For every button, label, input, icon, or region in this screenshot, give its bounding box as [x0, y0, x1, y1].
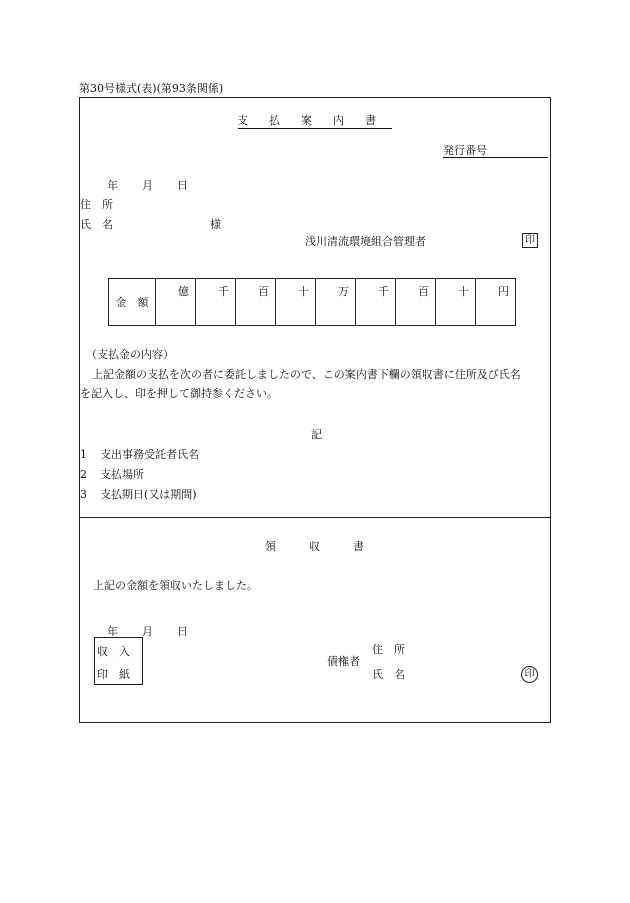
notice-title-char: 書 — [365, 114, 376, 127]
notice-date-year: 年 — [107, 179, 118, 192]
item-number: 1 — [80, 448, 87, 461]
issuer-name: 浅川清流環境組合管理者 — [305, 235, 426, 248]
amount-digit-cell[interactable]: 百 — [236, 279, 276, 326]
section-divider — [79, 517, 551, 518]
revenue-stamp-line2: 印 紙 — [97, 668, 130, 681]
item-text: 支出事務受託者氏名 — [100, 448, 199, 461]
creditor-label: 債権者 — [327, 655, 360, 668]
receipt-date-day: 日 — [177, 625, 188, 638]
revenue-stamp-line1: 収 入 — [97, 645, 130, 658]
amount-digit-cell[interactable]: 千 — [196, 279, 236, 326]
item-text: 支払期日(又は期間) — [100, 488, 197, 501]
receipt-date-month: 月 — [142, 625, 153, 638]
notice-title-char: 案 — [301, 114, 312, 127]
form-number-label: 第30号様式(表)(第93条関係) — [79, 82, 224, 95]
seal-square-icon: 印 — [522, 233, 538, 248]
receipt-body: 上記の金額を領収いたしました。 — [93, 579, 258, 592]
notice-title-char: 支 — [237, 114, 248, 127]
notice-title — [237, 115, 397, 126]
notice-title-char: 払 — [269, 114, 280, 127]
amount-digit-cell[interactable]: 円 — [476, 279, 516, 326]
notice-address-label: 住 所 — [80, 198, 113, 211]
amount-digit-cell[interactable]: 十 — [276, 279, 316, 326]
notice-name-label: 氏 名 — [80, 218, 113, 231]
honorific: 様 — [210, 218, 221, 231]
notice-title-underline — [238, 128, 392, 129]
amount-label: 金 額 — [109, 279, 156, 326]
item-number: 2 — [80, 468, 87, 481]
amount-digit-cell[interactable]: 百 — [396, 279, 436, 326]
amount-digit-cell[interactable]: 十 — [436, 279, 476, 326]
notice-date-month: 月 — [142, 179, 153, 192]
content-heading: （支払金の内容） — [86, 348, 174, 361]
notice-date-day: 日 — [177, 179, 188, 192]
receipt-title-char: 収 — [309, 540, 320, 553]
seal-circle-icon: 印 — [521, 666, 538, 683]
body-text-line1: 上記金額の支払を次の者に委託しましたので、この案内書下欄の領収書に住所及び氏名 — [92, 368, 521, 381]
receipt-name-label: 氏 名 — [372, 668, 405, 681]
amount-digit-cell[interactable]: 万 — [316, 279, 356, 326]
receipt-date-year: 年 — [107, 625, 118, 638]
receipt-title-char: 書 — [353, 540, 364, 553]
receipt-address-label: 住 所 — [372, 643, 405, 656]
ki-heading: 記 — [311, 428, 322, 441]
notice-title-char: 内 — [333, 114, 344, 127]
body-text-line2: を記入し、印を押して御持参ください。 — [80, 387, 278, 400]
amount-digit-cell[interactable]: 千 — [356, 279, 396, 326]
issue-number-field[interactable] — [443, 157, 548, 158]
receipt-title-char: 領 — [265, 540, 276, 553]
amount-digit-cell[interactable]: 億 — [156, 279, 196, 326]
issue-number-label: 発行番号 — [443, 144, 487, 157]
item-number: 3 — [80, 488, 87, 501]
amount-table — [108, 278, 516, 326]
item-text: 支払場所 — [100, 468, 144, 481]
